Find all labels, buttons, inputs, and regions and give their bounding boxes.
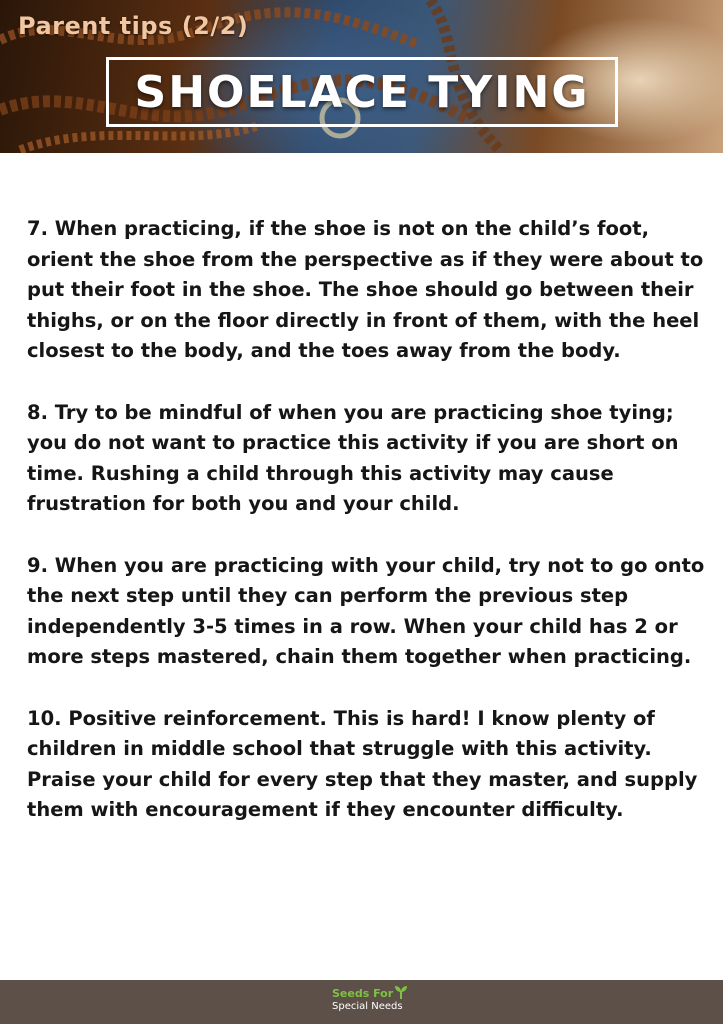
title-frame [106, 57, 618, 127]
logo-text-line1: Seeds For [332, 987, 394, 1000]
tip-9: 9. When you are practicing with your child, try not to go onto the next step until they can perform the previous step independently 3-5 times in a row. When your child has 2 or more steps mastered, chain them together when practicing. [27, 553, 705, 668]
sprout-icon [394, 985, 408, 999]
tip-10: 10. Positive reinforcement. This is hard! I know plenty of children in middle school that struggle with this activity. Praise your child for every step that they master, and supply them with encouragement if they encounter difficulty. [27, 706, 698, 821]
tip-7: 7. When practicing, if the shoe is not on the child’s foot, orient the shoe from the perspective as if they were about to put their foot in the shoe. The shoe should go between their thighs, or on the floor directly in front of them, with the heel closest to the body, and the toes away from the body. [27, 217, 704, 362]
tip-8: 8. Try to be mindful of when you are practicing shoe tying; you do not want to practice this activity if you are short on time. Rushing a child through this activity may cause frustration for both you and your child. [27, 400, 679, 515]
logo-text-line2: Special Needs [332, 1001, 403, 1012]
page-subtitle: Parent tips (2/2) [18, 12, 249, 40]
header-banner [0, 0, 723, 153]
seeds-for-special-needs-logo [332, 987, 422, 1019]
page-title: SHOELACE TYING [134, 66, 590, 118]
tips-list [27, 214, 707, 857]
